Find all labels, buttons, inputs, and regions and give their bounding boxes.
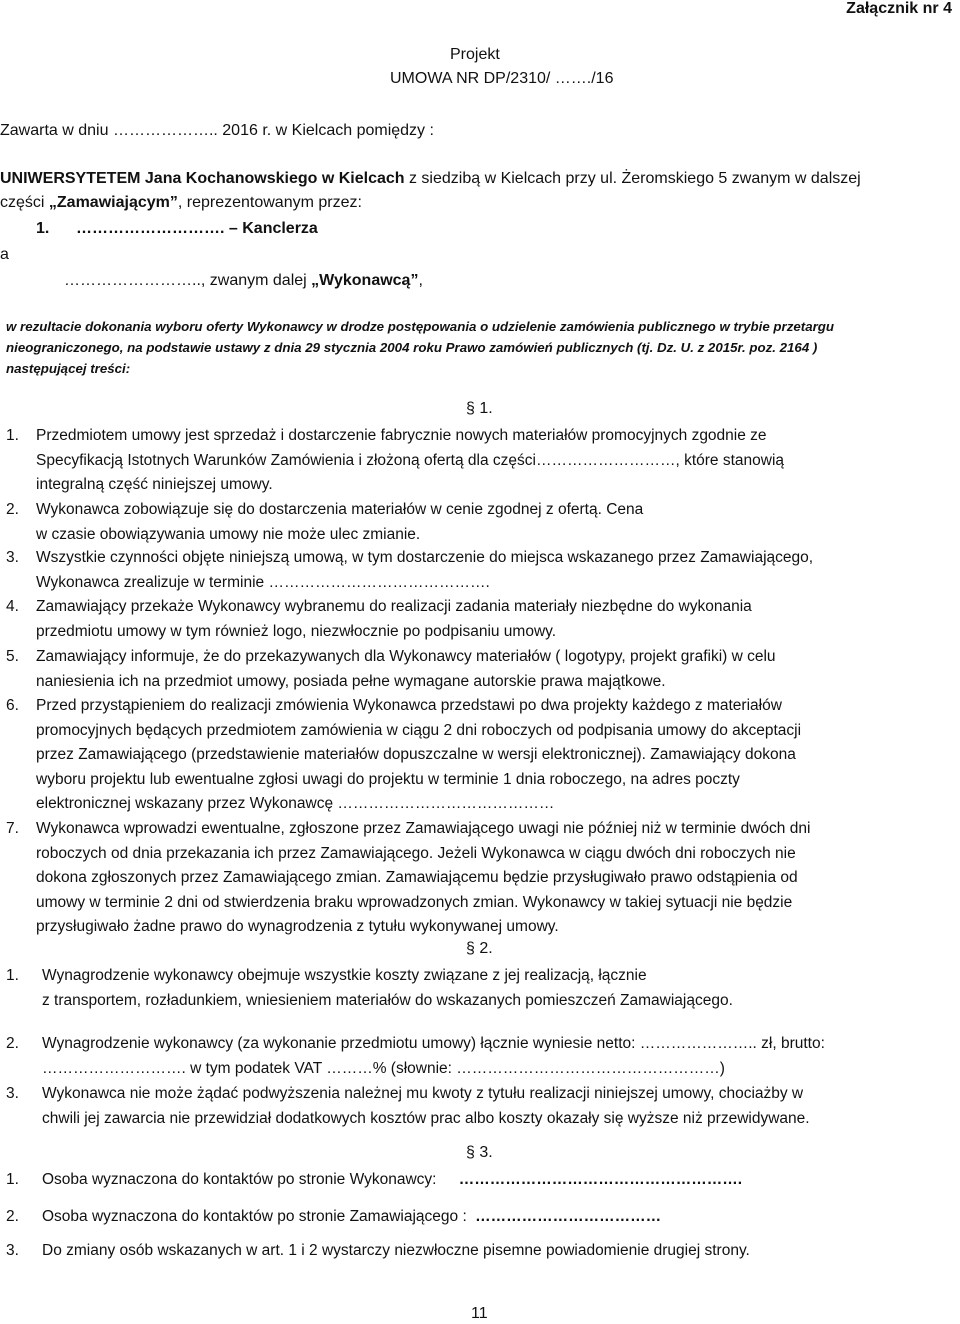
item-text [36, 546, 954, 595]
list-item [6, 1082, 954, 1131]
project-label: Projekt [450, 46, 500, 63]
list-item [6, 817, 954, 940]
text-line: integralną część niniejszej umowy. [36, 476, 273, 493]
text-line: przysługiwało żadne prawo do wynagrodzenia z tytułu wykonywanej umowy. [36, 918, 559, 935]
list-item [6, 498, 954, 547]
text-line: Wykonawca zobowiązuje się do dostarczenia materiałów w cenie zgodnej z ofertą. Cena [36, 501, 644, 518]
party1-name: UNIWERSYTETEM Jana Kochanowskiego w Kielcach [0, 170, 405, 187]
text-line: przez Zamawiającego (przedstawienie materiałów dopuszczalne w wersji elektronicznej). Zamawiający dokona [36, 746, 796, 763]
section-3-title: § 3. [466, 1144, 493, 1161]
item-number: 2. [6, 1035, 19, 1052]
annex-label: Załącznik nr 4 [846, 0, 952, 17]
item-number: 4. [6, 598, 19, 615]
item-text [42, 1205, 954, 1230]
item-number: 3. [6, 1085, 19, 1102]
list-item [6, 1168, 954, 1193]
text-line: promocyjnych będących przedmiotem zamówienia w ciągu 2 dni roboczych od podpisania umowy do akceptacji [36, 721, 802, 739]
list-item [6, 1239, 954, 1264]
contact-placeholder: ……………………………… [475, 1208, 662, 1225]
list-item [6, 1205, 954, 1230]
text-line: Przedmiotem umowy jest sprzedaż i dostarczenie fabrycznie nowych materiałów promocyjnych zgodnie ze [36, 427, 767, 444]
item-text [42, 1168, 954, 1193]
item-number: 2. [6, 501, 19, 518]
list-item [6, 595, 954, 644]
item-number: 3. [6, 549, 19, 566]
text-line: Wszystkie czynności objęte niniejszą umową, w tym dostarczenie do miejsca wskazanego przez Zamawiającego, [36, 549, 814, 566]
item-number: 1. [6, 967, 19, 984]
legal-basis-line: nieograniczonego, na podstawie ustawy z dnia 29 stycznia 2004 roku Prawo zamówień publicznych (tj. Dz. U. z 2015r. poz. 2164 ) [6, 340, 818, 355]
contact-label: Osoba wyznaczona do kontaktów po stronie Zamawiającego : [42, 1208, 467, 1225]
legal-basis [6, 316, 834, 379]
item-number: 1. [6, 427, 19, 444]
contractor-line [64, 272, 423, 290]
text-line: w czasie obowiązywania umowy nie może ulec zmianie. [36, 525, 421, 543]
party1-rest: z siedzibą w Kielcach przy ul. Żeromskiego 5 zwanym w dalszej [404, 170, 861, 187]
text-line: Zamawiający przekaże Wykonawcy wybranemu do realizacji zadania materiały niezbędne do wykonania [36, 598, 752, 615]
concluded-line: Zawarta w dniu ……………….. 2016 r. w Kielcach pomiędzy : [0, 122, 434, 139]
party1-line [0, 170, 861, 188]
list-item [6, 1032, 954, 1081]
representative-number: 1. [36, 220, 50, 237]
text-line: naniesienia ich na przedmiot umowy, posiada pełne wymagane autorskie prawa majątkowe. [36, 672, 666, 690]
item-text [36, 817, 954, 940]
legal-basis-line: w rezultacie dokonania wyboru oferty Wykonawcy w drodze postępowania o udzielenie zamówienia publicznego w trybie przetargu [6, 319, 835, 334]
list-item [6, 424, 954, 498]
text-line: roboczych od dnia przekazania ich przez Zamawiającego. Jeżeli Wykonawca w ciągu dwóch dni roboczych nie [36, 844, 796, 862]
contract-number: UMOWA NR DP/2310/ ……./16 [390, 70, 614, 87]
section-1-title: § 1. [466, 400, 493, 417]
contractor-alias: „Wykonawcą” [311, 272, 419, 289]
item-text [36, 424, 954, 498]
notice-text: Do zmiany osób wskazanych w art. 1 i 2 wystarczy niezwłoczne pisemne powiadomienie drugiej strony. [42, 1242, 750, 1259]
text-line: Wynagrodzenie wykonawcy (za wykonanie przedmiotu umowy) łącznie wyniesie netto: ………………….. zł, brutto: [42, 1035, 825, 1052]
party1-line2-a: części [0, 194, 49, 211]
item-text [36, 498, 954, 547]
party1-line2-c: , reprezentowanym przez: [177, 194, 362, 211]
legal-basis-line: następującej treści: [6, 361, 131, 376]
item-number: 3. [6, 1242, 19, 1259]
text-line: Zamawiający informuje, że do przekazywanych dla Wykonawcy materiałów ( logotypy, projekt grafiki) w celu [36, 648, 776, 665]
contractor-placeholder: …………………….., zwanym dalej [64, 272, 312, 289]
item-text [42, 1032, 954, 1081]
text-line: ………………………. w tym podatek VAT ………% (słownie: ……………………………………………) [42, 1059, 725, 1077]
text-line: Wykonawca nie może żądać podwyższenia należnej mu kwoty z tytułu realizacji niniejszej umowy, chociażby w [42, 1085, 804, 1102]
text-line: Przed przystąpieniem do realizacji zmówienia Wykonawca przedstawi po dwa projekty każdego z materiałów [36, 697, 782, 714]
text-line: dokona zgłoszonych przez Zamawiającego zmian. Zamawiającemu będzie przysługiwało prawo odstąpienia od [36, 869, 798, 886]
contractor-comma: , [418, 272, 423, 289]
item-number: 5. [6, 648, 19, 665]
item-text [36, 595, 954, 644]
list-item [6, 645, 954, 694]
list-item [6, 694, 954, 817]
text-line: elektronicznej wskazany przez Wykonawcę …………………………………… [36, 795, 555, 812]
text-line: z transportem, rozładunkiem, wniesieniem materiałów do wskazanych pomieszczeń Zamawiającego. [42, 991, 733, 1009]
item-text [42, 1239, 954, 1264]
list-item [6, 964, 954, 1013]
text-line: chwili jej zawarcia nie przewidział dodatkowych kosztów prac albo koszty okazały się wyższe niż przewidywane. [42, 1109, 810, 1127]
text-line: wyboru projektu lub ewentualne zgłosi uwagi do projektu w terminie 1 dnia roboczego, na adres poczty [36, 770, 740, 788]
and-label: a [0, 246, 9, 263]
page-number: 11 [471, 1305, 488, 1322]
text-line: Wynagrodzenie wykonawcy obejmuje wszystkie koszty związane z jej realizacją, łącznie [42, 967, 647, 984]
contact-placeholder: ………………………………………………. [458, 1171, 743, 1188]
contact-label: Osoba wyznaczona do kontaktów po stronie Wykonawcy: [42, 1171, 437, 1188]
text-line: Specyfikacją Istotnych Warunków Zamówienia i złożoną ofertą dla części………………………, które stanowią [36, 451, 785, 469]
representative-text: ………………………. – Kanclerza [76, 220, 318, 237]
text-line: przedmiotu umowy w tym również logo, niezwłocznie po podpisaniu umowy. [36, 622, 557, 640]
item-number: 1. [6, 1171, 19, 1188]
section-2-title: § 2. [466, 940, 493, 957]
item-text [36, 694, 954, 817]
item-number: 2. [6, 1208, 19, 1225]
item-text [42, 964, 954, 1013]
text-line: Wykonawca wprowadzi ewentualne, zgłoszone przez Zamawiającego uwagi nie później niż w terminie dwóch dni [36, 820, 811, 837]
party1-line2 [0, 194, 362, 212]
item-number: 6. [6, 697, 19, 714]
text-line: umowy w terminie 2 dni od stwierdzenia braku wprowadzonych zmian. Wykonawcy w takiej sytuacji nie będzie [36, 893, 793, 911]
text-line: Wykonawca zrealizuje w terminie ……………………………………. [36, 573, 490, 591]
item-number: 7. [6, 820, 19, 837]
party1-alias: „Zamawiającym” [48, 194, 178, 211]
item-text [36, 645, 954, 694]
list-item [6, 546, 954, 595]
item-text [42, 1082, 954, 1131]
